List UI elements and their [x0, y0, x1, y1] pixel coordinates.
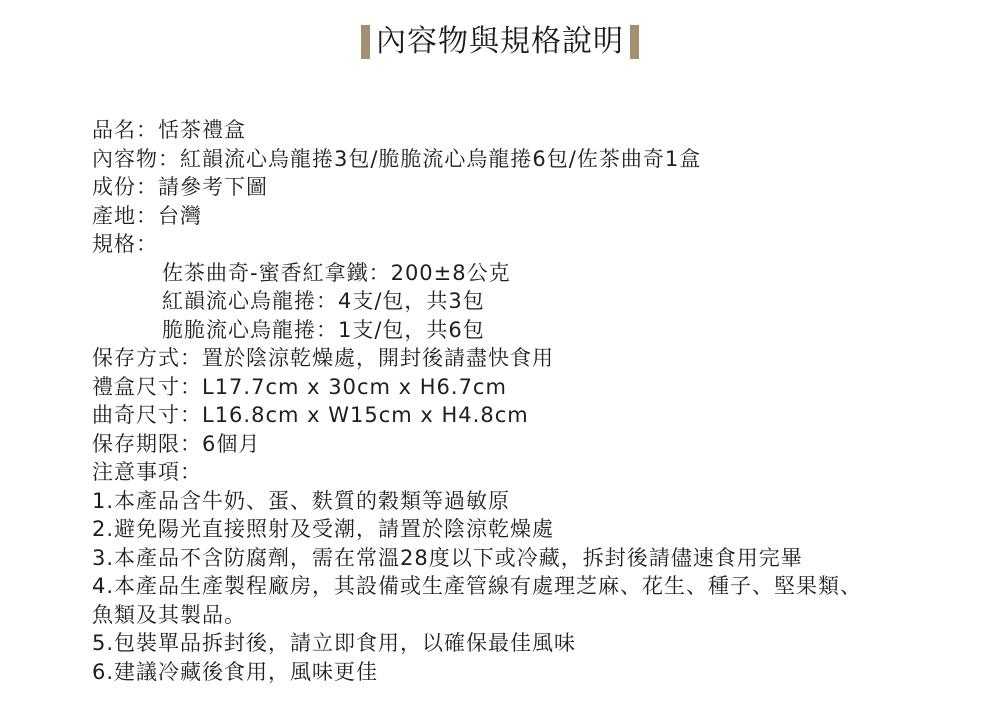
title-left-bar	[361, 25, 370, 59]
shelf-life-line: 保存期限：6個月	[92, 431, 261, 456]
note-1: 1.本產品含牛奶、蛋、麩質的穀類等過敏原	[92, 488, 511, 513]
notes-heading: 注意事項：	[92, 460, 202, 484]
spec-item-cookie: 佐茶曲奇-蜜香紅拿鐵：200±8公克	[162, 260, 511, 285]
ingredients-line: 成份：請參考下圖	[92, 175, 268, 199]
spec-heading: 規格：	[92, 232, 158, 256]
spec-item-red-roll: 紅韻流心烏龍捲：4支/包，共3包	[162, 289, 485, 313]
section-title	[361, 22, 639, 62]
storage-line: 保存方式：置於陰涼乾燥處，開封後請盡快食用	[92, 346, 554, 370]
page-title: 內容物與規格說明	[376, 24, 624, 59]
product-name-line: 品名：恬茶禮盒	[92, 118, 246, 142]
note-5: 5.包裝單品拆封後，請立即食用，以確保最佳風味	[92, 631, 577, 655]
spec-list	[92, 116, 972, 686]
note-4-continued: 魚類及其製品。	[92, 602, 246, 627]
box-size-line: 禮盒尺寸：L17.7cm x 30cm x H6.7cm	[92, 374, 507, 399]
title-right-bar	[630, 25, 639, 59]
cookie-size-line: 曲奇尺寸：L16.8cm x W15cm x H4.8cm	[92, 403, 529, 427]
note-6: 6.建議冷藏後食用，風味更佳	[92, 659, 379, 684]
header	[0, 22, 1000, 63]
contents-line: 內容物：紅韻流心烏龍捲3包/脆脆流心烏龍捲6包/佐茶曲奇1盒	[92, 146, 702, 171]
origin-line: 產地：台灣	[92, 203, 202, 228]
note-3: 3.本產品不含防腐劑，需在常溫28度以下或冷藏，拆封後請儘速食用完畢	[92, 545, 803, 570]
note-4: 4.本產品生產製程廠房，其設備或生產管線有處理芝麻、花生、種子、堅果類、	[92, 574, 863, 598]
note-2: 2.避免陽光直接照射及受潮，請置於陰涼乾燥處	[92, 517, 555, 541]
spec-item-crispy-roll: 脆脆流心烏龍捲：1支/包，共6包	[162, 317, 485, 342]
